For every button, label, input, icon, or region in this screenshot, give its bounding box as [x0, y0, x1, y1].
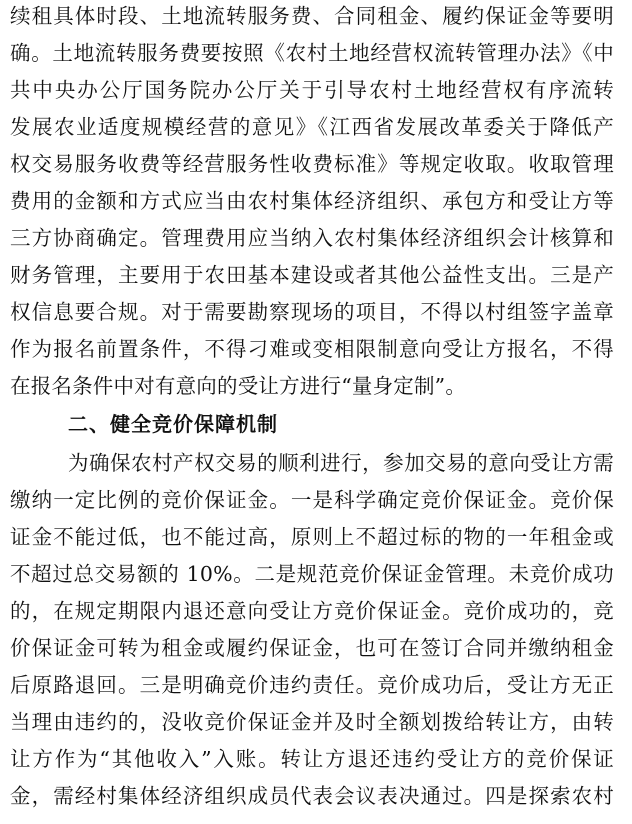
text-line: 金，需经村集体经济组织成员代表会议表决通过。四是探索农村: [10, 784, 614, 808]
text-line: 在报名条件中对有意向的受让方进行“量身定制”。: [10, 374, 467, 398]
text-line: 为确保农村产权交易的顺利进行，参加交易的意向受让方需: [68, 451, 614, 475]
text-line: 发展农业适度规模经营的意见》《江西省发展改革委关于降低产: [10, 115, 614, 139]
text-line: 权交易服务收费等经营服务性收费标准》等规定收取。收取管理: [10, 152, 614, 176]
text-line: 财务管理，主要用于农田基本建设或者其他公益性支出。三是产: [10, 263, 614, 287]
text-line: 作为报名前置条件，不得刁难或变相限制意向受让方报名，不得: [10, 337, 614, 361]
text-line: 三方协商确定。管理费用应当纳入农村集体经济组织会计核算和: [10, 226, 614, 250]
text-line: 证金不能过低，也不能过高，原则上不超过标的物的一年租金或: [10, 525, 614, 549]
text-line: 的，在规定期限内退还意向受让方竞价保证金。竞价成功的，竞: [10, 599, 614, 623]
text-line: 当理由违约的，没收竞价保证金并及时全额划拨给转让方，由转: [10, 710, 614, 734]
text-line: 不超过总交易额的 10%。二是规范竞价保证金管理。未竞价成功: [10, 562, 614, 586]
text-line: 缴纳一定比例的竞价保证金。一是科学确定竞价保证金。竞价保: [10, 488, 614, 512]
text-line: 权信息要合规。对于需要勘察现场的项目，不得以村组签字盖章: [10, 300, 614, 324]
text-line: 确。土地流转服务费要按照《农村土地经营权流转管理办法》《中: [10, 41, 614, 65]
text-line: 让方作为“其他收入”入账。转让方退还违约受让方的竞价保证: [10, 747, 614, 771]
text-line: 价保证金可转为租金或履约保证金，也可在签订合同并缴纳租金: [10, 636, 614, 660]
text-line: 共中央办公厅国务院办公厅关于引导农村土地经营权有序流转: [10, 78, 614, 102]
text-line: 后原路退回。三是明确竞价违约责任。竞价成功后，受让方无正: [10, 673, 614, 697]
text-line: 费用的金额和方式应当由农村集体经济组织、承包方和受让方等: [10, 189, 614, 213]
text-line: 续租具体时段、土地流转服务费、合同租金、履约保证金等要明: [10, 4, 614, 28]
section-heading: 二、健全竞价保障机制: [68, 412, 278, 436]
